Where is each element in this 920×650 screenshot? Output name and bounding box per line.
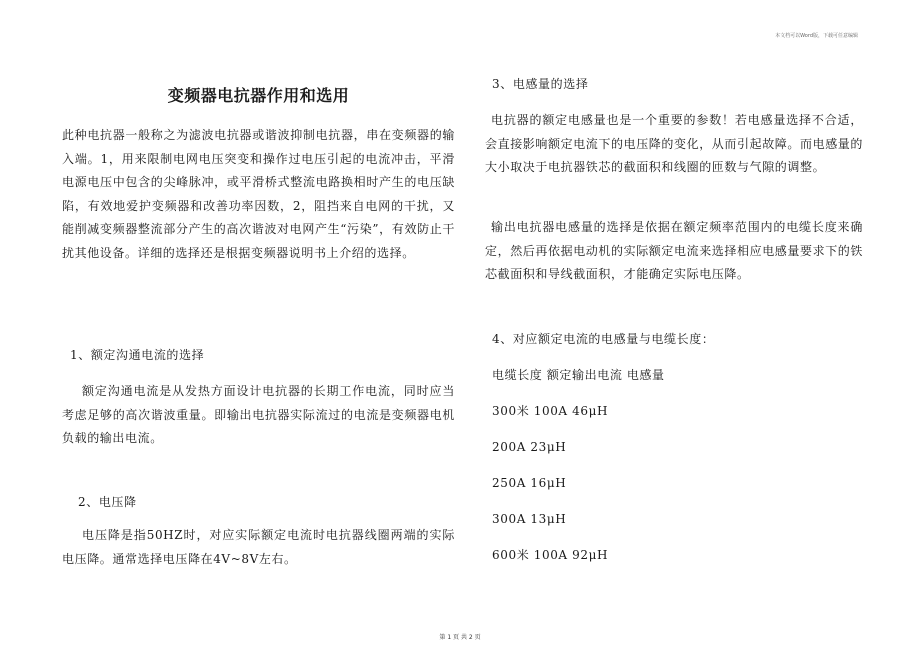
table-row: 250A 16μH (492, 476, 567, 490)
section-paragraph-4: 输出电抗器电感量的选择是依据在额定频率范围内的电缆长度来确定，然后再依据电动机的实际额定电流来选择相应电感量要求下的铁芯截面积和导线截面积，才能确定实际电压降。 (485, 220, 864, 281)
watermark-text: 本文档可以Word版，下载可任意编辑 (775, 33, 858, 39)
table-row: 600米 100A 92μH (492, 548, 609, 562)
section-heading-1: 1、额定沟通电流的选择 (70, 348, 205, 362)
section-heading-3: 3、电感量的选择 (492, 77, 589, 91)
section-heading-4: 4、对应额定电流的电感量与电缆长度： (492, 332, 715, 346)
table-row: 300米 100A 46μH (492, 404, 609, 418)
table-row: 300A 13μH (492, 512, 567, 526)
section-paragraph-2: 电压降是指50HZ时，对应实际额定电流时电抗器线圈两端的实际电压降。通常选择电压降在4V~8V左右。 (62, 528, 455, 566)
section-heading-2: 2、电压降 (78, 495, 137, 509)
table-row: 200A 23μH (492, 440, 567, 454)
page-title: 变频器电抗器作用和选用 (167, 86, 350, 105)
page-footer: 第 1 页 共 2 页 (439, 634, 481, 641)
section-paragraph-3: 电抗器的额定电感量也是一个重要的参数！若电感量选择不合适，会直接影响额定电流下的电压降的变化，从而引起故障。而电感量的大小取决于电抗器铁芯的截面积和线圈的匝数与气隙的调整。 (485, 113, 864, 174)
intro-paragraph: 此种电抗器一般称之为滤波电抗器或谐波抑制电抗器，串在变频器的输入端。1，用来限制电网电压突变和操作过电压引起的电流冲击，平滑电源电压中包含的尖峰脉冲，或平滑桥式整流电路换相时产生的电压缺陷，有效地爱护变频器和改善功率因数，2，阻挡来自电网的干扰，又能削减变频器整流部分产生的高次谐波对电网产生“污染”，有效防止干扰其他设备。详细的选择还是根据变频器说明书上介绍的选择。 (62, 128, 455, 260)
table-header: 电缆长度 额定输出电流 电感量 (492, 368, 665, 382)
section-paragraph-1: 额定沟通电流是从发热方面设计电抗器的长期工作电流，同时应当考虑足够的高次谐波重量。即输出电抗器实际流过的电流是变频器电机负载的输出电流。 (62, 384, 455, 445)
